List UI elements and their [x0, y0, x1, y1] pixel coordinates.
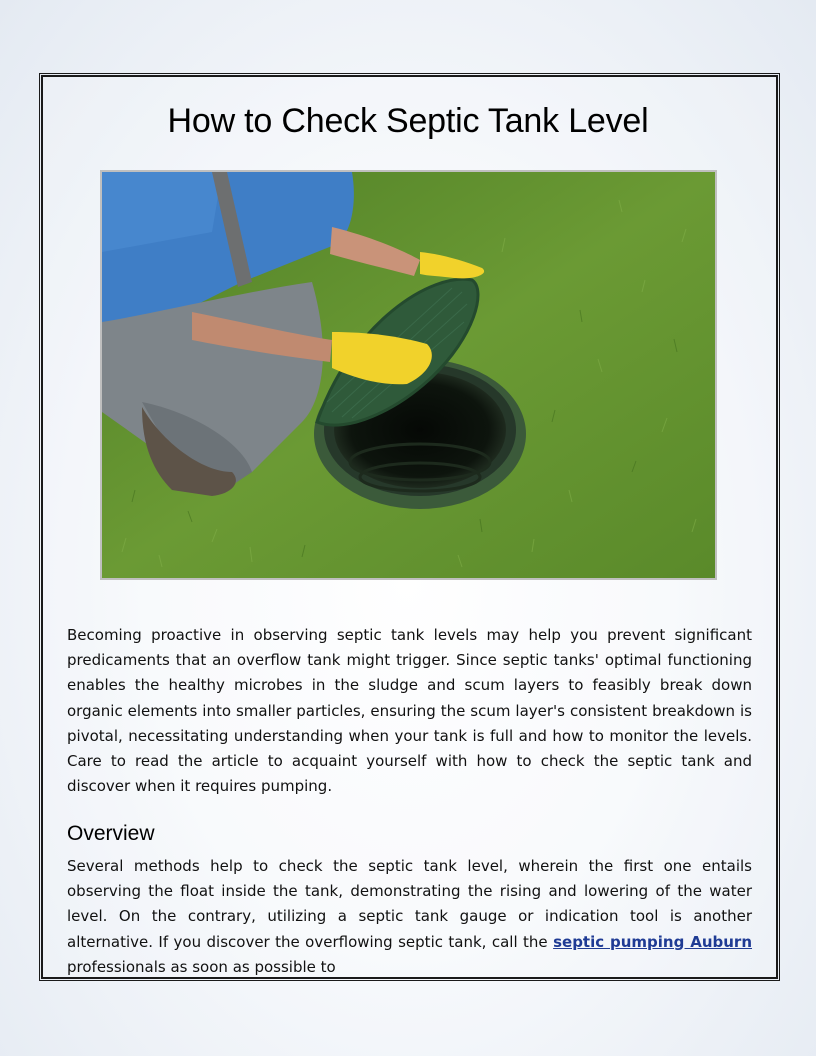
septic-pumping-link[interactable]: septic pumping Auburn	[553, 932, 753, 951]
photo-icon	[102, 172, 715, 578]
septic-tank-photo	[100, 170, 717, 580]
overview-text-end: professionals as soon as possible to	[67, 957, 336, 976]
overview-paragraph	[67, 854, 752, 980]
overview-text-start: Several methods help to check the septic tank level, wherein the first one entails observing the float inside the tank, demonstrating the rising and lowering of the water level. On the contrary, utilizing a septic tank gauge or indication tool is another alternative. If you discover the overflowing septic tank, call the	[67, 857, 752, 951]
overview-heading: Overview	[67, 822, 155, 845]
intro-paragraph: Becoming proactive in observing septic tank levels may help you prevent significant predicaments that an overflow tank might trigger. Since septic tanks' optimal functioning enables the healthy microbes in the sludge and scum layers to feasibly break down organic elements into smaller particles, ensuring the scum layer's consistent breakdown is pivotal, necessitating understanding when your tank is full and how to monitor the levels. Care to read the article to acquaint yourself with how to check the septic tank and discover when it requires pumping.	[67, 626, 752, 796]
page-title: How to Check Septic Tank Level	[167, 102, 649, 140]
